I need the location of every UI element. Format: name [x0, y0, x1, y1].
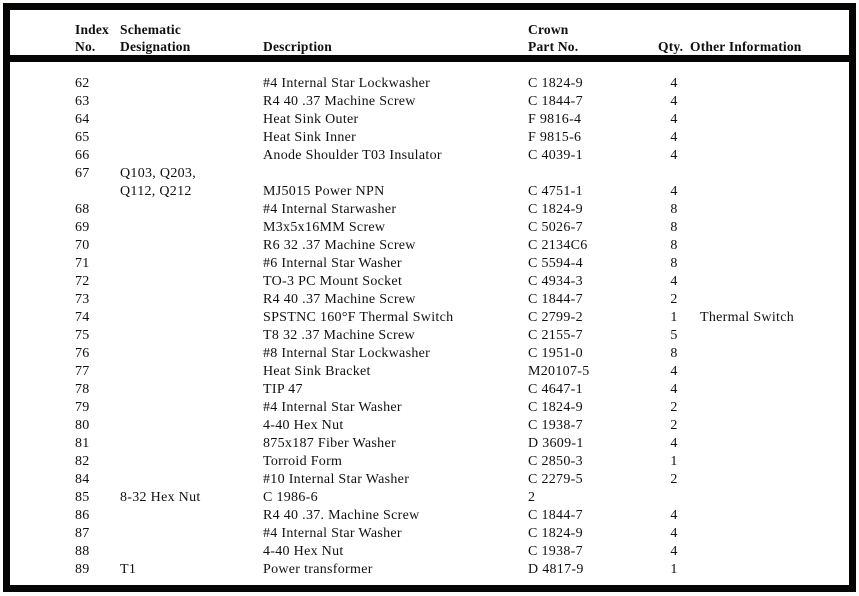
cell-index-no: 66 [75, 148, 90, 163]
cell-description [263, 165, 528, 183]
cell-schematic-designation: 8-32 Hex Nut [120, 490, 201, 505]
cell-schematic-designation [120, 507, 263, 525]
cell-index-no: 72 [75, 274, 90, 289]
column-header-part-line2: Part No. [528, 39, 579, 54]
cell-index-no: 75 [75, 328, 90, 343]
column-header-schematic-designation [120, 15, 263, 55]
cell-index-no: 65 [75, 130, 90, 145]
cell-description: R4 40 .37 Machine Screw [263, 94, 416, 109]
header-divider [10, 55, 849, 62]
cell-description: #4 Internal Star Lockwasher [263, 76, 431, 91]
table-row [10, 93, 849, 111]
cell-crown-part-no: F 9815-6 [528, 130, 582, 145]
cell-description: TIP 47 [263, 382, 303, 397]
cell-description: #10 Internal Star Washer [263, 472, 410, 487]
table-row [10, 525, 849, 543]
cell-description: 4-40 Hex Nut [263, 544, 344, 559]
cell-qty: 4 [670, 112, 678, 127]
cell-index-no: 86 [75, 508, 90, 523]
cell-qty: 8 [670, 202, 678, 217]
cell-schematic-designation [120, 255, 263, 273]
cell-schematic-designation [120, 93, 263, 111]
cell-schematic-designation: Q103, Q203, [120, 166, 197, 181]
cell-index-no: 63 [75, 94, 90, 109]
cell-description: 875x187 Fiber Washer [263, 436, 396, 451]
cell-qty: 4 [670, 274, 678, 289]
cell-description: #4 Internal Starwasher [263, 202, 397, 217]
table-row [10, 489, 849, 507]
cell-index-no: 80 [75, 418, 90, 433]
cell-qty: 4 [670, 436, 678, 451]
cell-qty: 4 [670, 184, 678, 199]
cell-other-information [690, 201, 849, 219]
cell-crown-part-no: C 4934-3 [528, 274, 583, 289]
cell-crown-part-no: C 1824-9 [528, 202, 583, 217]
table-row [10, 219, 849, 237]
cell-index-no [75, 183, 120, 201]
cell-crown-part-no: F 9816-4 [528, 112, 582, 127]
table-row [10, 255, 849, 273]
cell-description: C 1986-6 [263, 490, 318, 505]
cell-other-information [690, 183, 849, 201]
cell-index-no: 71 [75, 256, 90, 271]
table-row [10, 327, 849, 345]
table-row [10, 75, 849, 93]
cell-other-information [690, 435, 849, 453]
cell-index-no: 89 [75, 562, 90, 577]
cell-qty: 4 [670, 130, 678, 145]
cell-schematic-designation [120, 309, 263, 327]
cell-qty: 4 [670, 544, 678, 559]
cell-crown-part-no: C 1951-0 [528, 346, 583, 361]
cell-qty [658, 489, 690, 507]
cell-crown-part-no: C 4751-1 [528, 184, 583, 199]
column-header-crown-part-no [528, 15, 658, 55]
cell-other-information [690, 327, 849, 345]
cell-crown-part-no: C 1938-7 [528, 544, 583, 559]
cell-crown-part-no: C 1824-9 [528, 526, 583, 541]
cell-schematic-designation [120, 237, 263, 255]
cell-description: Power transformer [263, 562, 373, 577]
cell-index-no: 77 [75, 364, 90, 379]
cell-crown-part-no: C 1844-7 [528, 508, 583, 523]
cell-qty: 1 [670, 454, 678, 469]
cell-schematic-designation [120, 543, 263, 561]
cell-qty: 8 [670, 256, 678, 271]
cell-index-no: 74 [75, 310, 90, 325]
cell-schematic-designation [120, 291, 263, 309]
cell-schematic-designation [120, 435, 263, 453]
cell-qty: 2 [670, 472, 678, 487]
cell-description: 4-40 Hex Nut [263, 418, 344, 433]
cell-index-no: 78 [75, 382, 90, 397]
cell-index-no: 68 [75, 202, 90, 217]
cell-crown-part-no: C 2850-3 [528, 454, 583, 469]
cell-qty: 2 [670, 418, 678, 433]
table-row [10, 471, 849, 489]
cell-crown-part-no: M20107-5 [528, 364, 590, 379]
table-row [10, 453, 849, 471]
cell-crown-part-no: C 4647-1 [528, 382, 583, 397]
cell-qty: 4 [670, 526, 678, 541]
cell-qty: 8 [670, 238, 678, 253]
cell-schematic-designation [120, 201, 263, 219]
cell-qty: 4 [670, 76, 678, 91]
cell-other-information [690, 489, 849, 507]
table-row [10, 165, 849, 183]
cell-crown-part-no: C 4039-1 [528, 148, 583, 163]
cell-other-information [690, 75, 849, 93]
cell-schematic-designation [120, 345, 263, 363]
cell-other-information [690, 93, 849, 111]
cell-schematic-designation [120, 75, 263, 93]
cell-crown-part-no: C 5026-7 [528, 220, 583, 235]
cell-crown-part-no: D 3609-1 [528, 436, 584, 451]
cell-schematic-designation: T1 [120, 562, 137, 577]
cell-description: MJ5015 Power NPN [263, 184, 385, 199]
column-header-index-line1: Index [75, 22, 110, 37]
cell-other-information [690, 381, 849, 399]
cell-description: SPSTNC 160°F Thermal Switch [263, 310, 454, 325]
cell-qty: 4 [670, 148, 678, 163]
table-row [10, 399, 849, 417]
cell-other-information [690, 471, 849, 489]
cell-description: #4 Internal Star Washer [263, 400, 402, 415]
cell-crown-part-no: C 1844-7 [528, 292, 583, 307]
table-row [10, 309, 849, 327]
cell-other-information [690, 399, 849, 417]
cell-index-no: 76 [75, 346, 90, 361]
cell-crown-part-no: C 1844-7 [528, 94, 583, 109]
table-row [10, 543, 849, 561]
cell-qty: 4 [670, 364, 678, 379]
cell-qty: 5 [670, 328, 678, 343]
cell-other-information [690, 255, 849, 273]
cell-other-information [690, 543, 849, 561]
cell-other-information [690, 561, 849, 579]
cell-other-information [690, 507, 849, 525]
cell-other-information [690, 525, 849, 543]
column-header-index-no [75, 15, 120, 55]
table-row [10, 435, 849, 453]
cell-other-information: Thermal Switch [700, 310, 795, 325]
column-header-qty: Qty. [658, 39, 684, 54]
cell-other-information [690, 417, 849, 435]
cell-description: TO-3 PC Mount Socket [263, 274, 403, 289]
cell-schematic-designation [120, 273, 263, 291]
cell-schematic-designation [120, 471, 263, 489]
cell-crown-part-no: C 2279-5 [528, 472, 583, 487]
cell-description: Torroid Form [263, 454, 343, 469]
cell-description: Heat Sink Outer [263, 112, 359, 127]
table-row [10, 147, 849, 165]
cell-index-no: 69 [75, 220, 90, 235]
cell-qty: 4 [670, 94, 678, 109]
cell-schematic-designation: Q112, Q212 [120, 184, 192, 199]
cell-crown-part-no: 2 [528, 490, 536, 505]
table-header [10, 10, 849, 55]
cell-description: Heat Sink Bracket [263, 364, 371, 379]
cell-other-information [690, 291, 849, 309]
cell-description: M3x5x16MM Screw [263, 220, 386, 235]
page-border [3, 3, 856, 592]
cell-qty: 2 [670, 400, 678, 415]
cell-description: #6 Internal Star Washer [263, 256, 402, 271]
cell-crown-part-no: C 2155-7 [528, 328, 583, 343]
cell-index-no: 62 [75, 76, 90, 91]
cell-schematic-designation [120, 327, 263, 345]
cell-index-no: 82 [75, 454, 90, 469]
cell-crown-part-no: C 5594-4 [528, 256, 583, 271]
cell-qty: 8 [670, 220, 678, 235]
cell-description: T8 32 .37 Machine Screw [263, 328, 415, 343]
cell-crown-part-no: C 2134C6 [528, 238, 588, 253]
table-row [10, 381, 849, 399]
cell-schematic-designation [120, 111, 263, 129]
cell-schematic-designation [120, 453, 263, 471]
cell-other-information [690, 129, 849, 147]
cell-description: R6 32 .37 Machine Screw [263, 238, 416, 253]
cell-index-no: 88 [75, 544, 90, 559]
cell-description: #8 Internal Star Lockwasher [263, 346, 431, 361]
table-row [10, 273, 849, 291]
cell-qty: 2 [670, 292, 678, 307]
cell-qty: 4 [670, 382, 678, 397]
cell-qty: 1 [670, 562, 678, 577]
column-header-index-line2: No. [75, 39, 96, 54]
table-row [10, 183, 849, 201]
table-row [10, 363, 849, 381]
cell-schematic-designation [120, 219, 263, 237]
cell-index-no: 73 [75, 292, 90, 307]
cell-schematic-designation [120, 399, 263, 417]
cell-index-no: 67 [75, 166, 90, 181]
cell-crown-part-no: C 1938-7 [528, 418, 583, 433]
cell-description: Anode Shoulder T03 Insulator [263, 148, 442, 163]
table-row [10, 201, 849, 219]
cell-other-information [690, 219, 849, 237]
cell-qty [658, 165, 690, 183]
column-header-description: Description [263, 39, 332, 54]
cell-other-information [690, 165, 849, 183]
cell-qty: 8 [670, 346, 678, 361]
cell-description: Heat Sink Inner [263, 130, 357, 145]
cell-schematic-designation [120, 363, 263, 381]
cell-other-information [690, 345, 849, 363]
cell-schematic-designation [120, 147, 263, 165]
cell-crown-part-no: C 2799-2 [528, 310, 583, 325]
cell-other-information [690, 273, 849, 291]
cell-other-information [690, 453, 849, 471]
cell-qty: 1 [670, 310, 678, 325]
column-header-other-information: Other Information [690, 39, 802, 54]
table-row [10, 507, 849, 525]
cell-schematic-designation [120, 525, 263, 543]
column-header-part-line1: Crown [528, 22, 569, 37]
table-row [10, 111, 849, 129]
cell-crown-part-no: C 1824-9 [528, 76, 583, 91]
cell-other-information [690, 363, 849, 381]
table-row [10, 417, 849, 435]
cell-index-no: 84 [75, 472, 90, 487]
table-row [10, 291, 849, 309]
cell-schematic-designation [120, 417, 263, 435]
cell-description: R4 40 .37. Machine Screw [263, 508, 420, 523]
cell-index-no: 85 [75, 490, 90, 505]
cell-other-information [690, 147, 849, 165]
table-row [10, 237, 849, 255]
cell-schematic-designation [120, 129, 263, 147]
cell-crown-part-no [528, 165, 658, 183]
cell-schematic-designation [120, 381, 263, 399]
cell-other-information [690, 237, 849, 255]
cell-description: R4 40 .37 Machine Screw [263, 292, 416, 307]
table-row [10, 129, 849, 147]
cell-index-no: 87 [75, 526, 90, 541]
cell-crown-part-no: C 1824-9 [528, 400, 583, 415]
cell-index-no: 81 [75, 436, 90, 451]
cell-index-no: 79 [75, 400, 90, 415]
cell-description: #4 Internal Star Washer [263, 526, 402, 541]
cell-crown-part-no: D 4817-9 [528, 562, 584, 577]
table-row [10, 345, 849, 363]
table-body [10, 62, 849, 579]
cell-qty: 4 [670, 508, 678, 523]
column-header-schematic-line1: Schematic [120, 22, 182, 37]
cell-index-no: 70 [75, 238, 90, 253]
cell-index-no: 64 [75, 112, 90, 127]
column-header-schematic-line2: Designation [120, 39, 191, 54]
cell-other-information [690, 111, 849, 129]
table-row [10, 561, 849, 579]
